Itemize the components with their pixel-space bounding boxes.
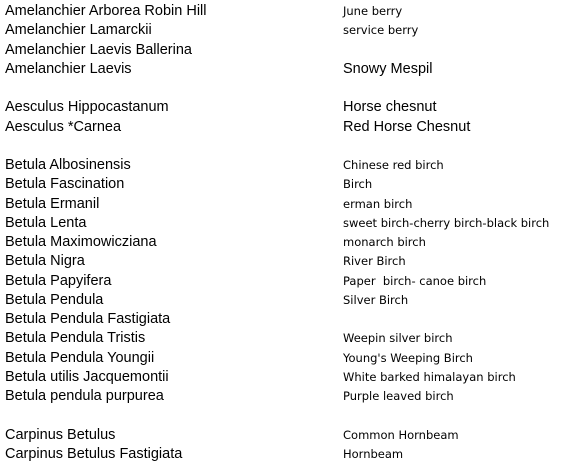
species-row bbox=[0, 329, 567, 348]
latin-name: Betula Pendula Youngii bbox=[5, 349, 155, 366]
species-row bbox=[0, 272, 567, 291]
species-row bbox=[0, 252, 567, 271]
species-row bbox=[0, 291, 567, 310]
common-name: June berry bbox=[343, 4, 403, 18]
latin-name: Betula Pendula Fastigiata bbox=[5, 311, 171, 327]
common-name: White barked himalayan birch bbox=[343, 369, 516, 384]
species-row bbox=[0, 21, 567, 40]
common-name: Silver Birch bbox=[343, 292, 409, 307]
latin-name: Betula Lenta bbox=[5, 214, 87, 231]
species-row bbox=[0, 214, 567, 233]
common-name: Common Hornbeam bbox=[343, 427, 459, 442]
latin-name: Aesculus Hippocastanum bbox=[5, 99, 169, 116]
latin-name: Betula pendula purpurea bbox=[5, 388, 164, 404]
species-row bbox=[0, 233, 567, 252]
common-name: erman birch bbox=[343, 196, 413, 211]
latin-name: Aesculus *Carnea bbox=[5, 118, 122, 135]
common-name: Young's Weeping Birch bbox=[343, 350, 473, 365]
species-row bbox=[0, 368, 567, 387]
common-name: Red Horse Chesnut bbox=[343, 118, 471, 135]
species-row bbox=[0, 60, 567, 79]
latin-name: Amelanchier Arborea Robin Hill bbox=[5, 3, 207, 19]
latin-name: Betula Nigra bbox=[5, 253, 85, 270]
latin-name: Betula Maximowicziana bbox=[5, 234, 157, 250]
latin-name: Betula Pendula bbox=[5, 291, 104, 308]
latin-name: Betula Albosinensis bbox=[5, 157, 131, 173]
common-name: Snowy Mespil bbox=[343, 60, 433, 77]
common-name: Purple leaved birch bbox=[343, 389, 454, 403]
common-name: Paper birch- canoe birch bbox=[343, 273, 487, 288]
species-row bbox=[0, 445, 567, 464]
common-name: Hornbeam bbox=[343, 446, 404, 461]
species-row bbox=[0, 426, 567, 445]
common-name: monarch birch bbox=[343, 235, 426, 249]
latin-name: Betula utilis Jacquemontii bbox=[5, 368, 169, 385]
latin-name: Carpinus Betulus Fastigiata bbox=[5, 445, 183, 462]
species-row bbox=[0, 349, 567, 368]
latin-name: Betula Pendula Tristis bbox=[5, 330, 146, 347]
species-row bbox=[0, 195, 567, 214]
latin-name: Amelanchier Lamarckii bbox=[5, 22, 152, 39]
latin-name: Betula Papyifera bbox=[5, 272, 112, 289]
common-name: River Birch bbox=[343, 254, 406, 269]
latin-name: Amelanchier Laevis Ballerina bbox=[5, 41, 192, 58]
latin-name: Carpinus Betulus bbox=[5, 426, 116, 443]
species-row bbox=[0, 98, 567, 117]
common-name: Chinese red birch bbox=[343, 158, 444, 172]
latin-name: Betula Fascination bbox=[5, 176, 125, 193]
species-row bbox=[0, 2, 567, 21]
common-name: Birch bbox=[343, 177, 373, 192]
species-row bbox=[0, 118, 567, 137]
common-name: service berry bbox=[343, 23, 419, 38]
species-row bbox=[0, 156, 567, 175]
common-name: Horse chesnut bbox=[343, 99, 437, 116]
species-row bbox=[0, 175, 567, 194]
species-row bbox=[0, 387, 567, 406]
common-name: sweet birch-cherry birch-black birch bbox=[343, 215, 550, 230]
latin-name: Amelanchier Laevis bbox=[5, 60, 132, 77]
species-row bbox=[0, 310, 567, 329]
species-row bbox=[0, 41, 567, 60]
latin-name: Betula Ermanil bbox=[5, 195, 100, 212]
common-name: Weepin silver birch bbox=[343, 331, 453, 346]
